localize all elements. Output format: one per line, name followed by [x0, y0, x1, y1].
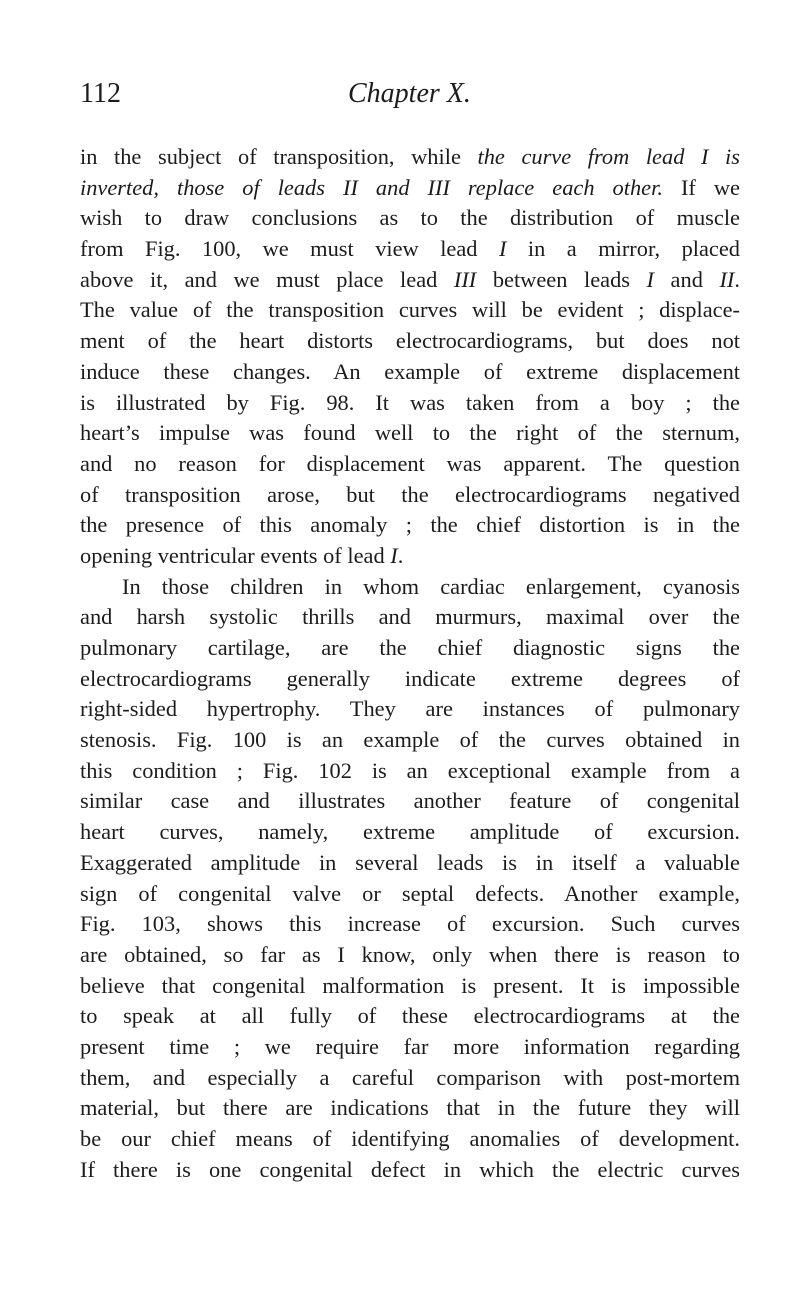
- italic-text: I: [390, 542, 398, 568]
- body-text: [80, 142, 740, 1185]
- text-run: between leads: [476, 266, 647, 292]
- text-run: present time ; we require far more information regarding: [80, 1033, 740, 1059]
- text-run: and no reason for displacement was apparent. The question: [80, 450, 740, 476]
- text-run: heart curves, namely, extreme amplitude of excursion.: [80, 819, 740, 845]
- text-line: [80, 510, 740, 541]
- text-line: [80, 971, 740, 1002]
- text-run: .: [734, 266, 740, 292]
- text-line: [80, 817, 740, 848]
- text-line: [80, 694, 740, 725]
- text-run: and: [654, 266, 720, 292]
- text-run: ment of the heart distorts electrocardiograms, but does not: [80, 328, 740, 354]
- text-run: the presence of this anomaly ; the chief distortion is in the: [80, 512, 740, 538]
- text-line: [80, 203, 740, 234]
- text-run: heart’s impulse was found well to the right of the sternum,: [80, 420, 740, 446]
- text-run: of transposition arose, but the electrocardiograms negatived: [80, 481, 740, 507]
- text-line: [80, 449, 740, 480]
- text-line: [80, 418, 740, 449]
- text-line: [80, 725, 740, 756]
- text-run: be our chief means of identifying anomalies of development.: [80, 1126, 740, 1151]
- text-run: believe that congenital malformation is present. It is impossible: [80, 972, 740, 998]
- text-run: If there is one congenital defect in which the electric curves: [80, 1156, 740, 1182]
- page-number: 112: [80, 78, 121, 109]
- text-run: In those children in whom cardiac enlargement, cyanosis: [122, 573, 740, 599]
- text-line: [80, 480, 740, 511]
- italic-text: inverted, those of leads II and III replace each other.: [80, 174, 663, 200]
- text-run: are obtained, so far as I know, only when there is reason to: [80, 941, 740, 967]
- text-run: material, but there are indications that in the future they will: [80, 1095, 740, 1121]
- running-head: [80, 74, 740, 114]
- text-run: wish to draw conclusions as to the distribution of muscle: [80, 205, 740, 231]
- text-run: is illustrated by Fig. 98. It was taken from a boy ; the: [80, 389, 740, 415]
- italic-text: III: [453, 266, 477, 292]
- text-line: [80, 1001, 740, 1032]
- text-line: [80, 142, 740, 173]
- text-line: [80, 1155, 740, 1186]
- text-line: [80, 940, 740, 971]
- text-run: and harsh systolic thrills and murmurs, maximal over the: [80, 604, 740, 630]
- text-run: stenosis. Fig. 100 is an example of the curves obtained in: [80, 727, 740, 753]
- text-line: [80, 1093, 740, 1124]
- text-run: right-sided hypertrophy. They are instances of pulmonary: [80, 696, 740, 722]
- text-line: [80, 909, 740, 940]
- text-line: [80, 602, 740, 633]
- text-run: above it, and we must place lead: [80, 266, 454, 292]
- text-line: [80, 295, 740, 326]
- text-line: [80, 357, 740, 388]
- text-run: opening ventricular events of lead: [80, 542, 391, 568]
- text-line: [80, 541, 740, 572]
- italic-text: I: [498, 236, 507, 262]
- text-line: [80, 1032, 740, 1063]
- italic-text: II: [719, 266, 735, 292]
- text-line: [80, 1063, 740, 1094]
- text-line: [80, 388, 740, 419]
- text-run: sign of congenital valve or septal defects. Another example,: [80, 880, 740, 906]
- text-run: from Fig. 100, we must view lead: [80, 236, 499, 262]
- text-run: this condition ; Fig. 102 is an exceptional example from a: [80, 757, 740, 783]
- text-run: The value of the transposition curves will be evident ; displace-: [80, 297, 740, 323]
- text-line: [80, 265, 740, 296]
- text-line: [80, 879, 740, 910]
- text-line: [80, 756, 740, 787]
- italic-text: I: [646, 266, 654, 292]
- text-run: induce these changes. An example of extreme displacement: [80, 358, 740, 384]
- text-run: .: [397, 542, 404, 568]
- text-line: [80, 848, 740, 879]
- text-line: [80, 664, 740, 695]
- text-run: pulmonary cartilage, are the chief diagnostic signs the: [80, 635, 740, 660]
- text-run: in the subject of transposition, while: [80, 144, 478, 169]
- text-run: to speak at all fully of these electrocardiograms at the: [80, 1003, 740, 1029]
- text-line: [80, 1124, 740, 1155]
- text-line: [80, 786, 740, 817]
- text-line: [80, 234, 740, 265]
- chapter-title: Chapter X.: [348, 78, 471, 109]
- text-line: [80, 633, 740, 664]
- text-line: [80, 326, 740, 357]
- text-line: [80, 572, 740, 603]
- text-run: similar case and illustrates another feature of congenital: [80, 788, 740, 814]
- text-run: Fig. 103, shows this increase of excursion. Such curves: [80, 911, 740, 937]
- text-run: them, and especially a careful comparison with post-mortem: [80, 1064, 740, 1090]
- text-run: If we: [662, 174, 740, 200]
- text-line: [80, 173, 740, 204]
- text-run: Exaggerated amplitude in several leads is in itself a valuable: [80, 849, 740, 875]
- text-run: in a mirror, placed: [506, 236, 740, 262]
- italic-text: the curve from lead I is: [477, 144, 740, 169]
- text-run: electrocardiograms generally indicate extreme degrees of: [80, 665, 740, 691]
